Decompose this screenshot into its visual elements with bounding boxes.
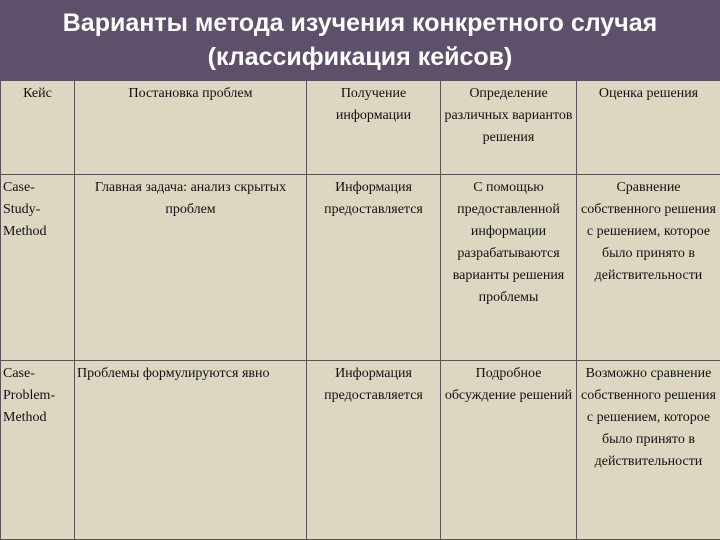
- header-case: Кейс: [1, 81, 75, 175]
- table-row: [1, 361, 720, 540]
- header-getting-information: Получение информации: [307, 81, 441, 175]
- header-problem-statement: Постановка проблем: [75, 81, 307, 175]
- slide-title-line-2: (классификация кейсов): [207, 43, 513, 71]
- slide-title: [0, 0, 720, 80]
- cell-solution-evaluation: Сравнение собственного решения с решением, которое было принято в действительности: [577, 175, 720, 361]
- slide-title-line-1: Варианты метода изучения конкретного случая: [62, 9, 658, 37]
- cell-problem-statement: Проблемы формулируются явно: [75, 361, 307, 540]
- cell-case-name: Case-Problem-Method: [1, 361, 75, 540]
- table-row: [1, 175, 720, 361]
- table-header-row: [1, 81, 720, 175]
- cell-determining-solutions: Подробное обсуждение решений: [441, 361, 577, 540]
- cell-getting-information: Информация предоставляется: [307, 175, 441, 361]
- case-classification-table: [0, 80, 720, 540]
- header-solution-evaluation: Оценка решения: [577, 81, 720, 175]
- header-determining-solutions: Определение различных вариантов решения: [441, 81, 577, 175]
- cell-case-name: Case-Study-Method: [1, 175, 75, 361]
- cell-problem-statement: Главная задача: анализ скрытых проблем: [75, 175, 307, 361]
- cell-getting-information: Информация предоставляется: [307, 361, 441, 540]
- cell-determining-solutions: С помощью предоставленной информации разрабатываются варианты решения проблемы: [441, 175, 577, 361]
- cell-solution-evaluation: Возможно сравнение собственного решения с решением, которое было принято в действительности: [577, 361, 720, 540]
